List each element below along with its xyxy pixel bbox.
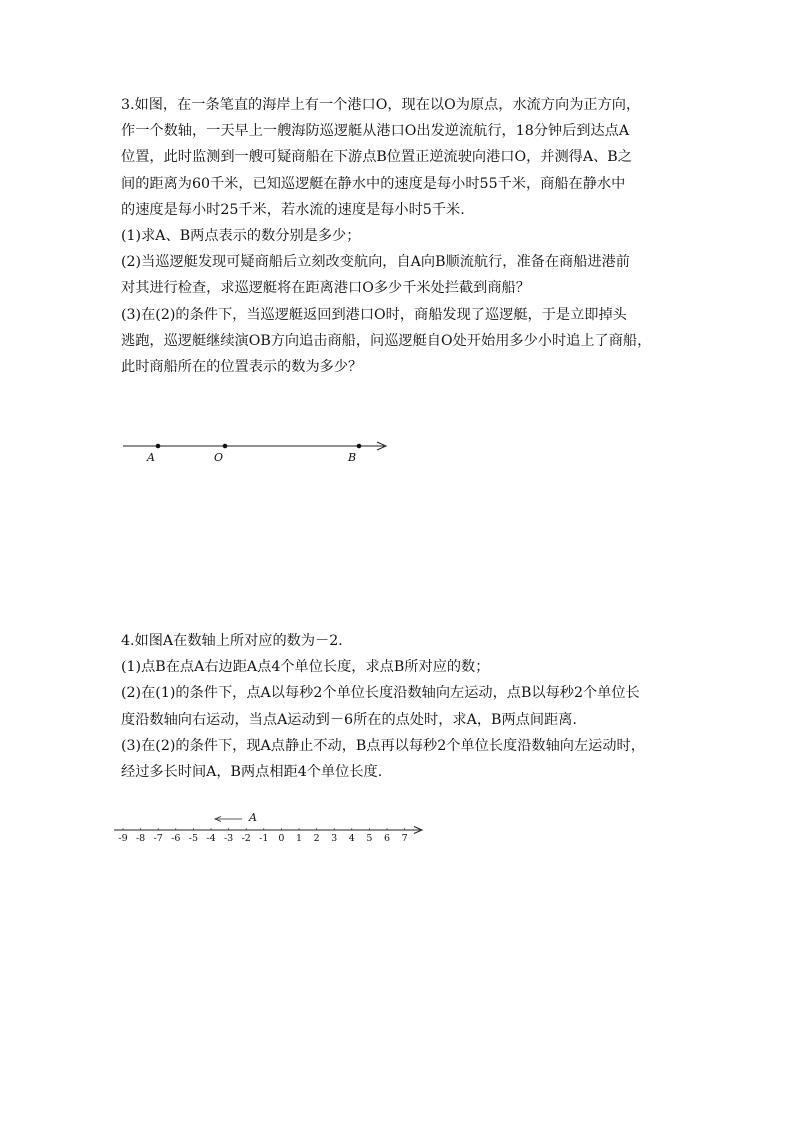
tick-label: 5 bbox=[366, 833, 373, 844]
problem-3-part-1: (1)求A、B两点表示的数分别是多少； bbox=[121, 228, 361, 245]
tick-label: -2 bbox=[241, 833, 251, 844]
tick-label: -4 bbox=[206, 833, 216, 844]
movement-arrow bbox=[215, 817, 242, 822]
problem-3-part-2-cont: 对其进行检查，求巡逻艇将在距离港口O多少千米处拦截到商船？ bbox=[121, 280, 530, 297]
point-a-label: A bbox=[147, 451, 155, 464]
problem-3-part-3-cont: 此时商船所在的位置表示的数为多少？ bbox=[121, 359, 363, 376]
problem-3-line: 作一个数轴，一天早上一艘海防巡逻艇从港口O出发逆流航行，18分钟后到达点A bbox=[121, 123, 630, 140]
tick-label: 7 bbox=[401, 833, 408, 844]
problem-4-line: 4.如图A在数轴上所对应的数为－2. bbox=[121, 633, 343, 649]
problem-4-part-2: (2)在(1)的条件下，点A以每秒2个单位长度沿数轴向左运动，点B以每秒2个单位长 bbox=[121, 685, 640, 702]
problem-3-part-3-cont: 逃跑，巡逻艇继续演OB方向追击商船，问巡逻艇自O处开始用多少小时追上了商船， bbox=[121, 332, 652, 349]
tick-label: 0 bbox=[278, 833, 285, 844]
tick-label: -6 bbox=[171, 833, 181, 844]
tick-label: -7 bbox=[153, 833, 163, 844]
problem-4-part-3: (3)在(2)的条件下，现A点静止不动，B点再以每秒2个单位长度沿数轴向左运动时， bbox=[121, 737, 645, 754]
tick-label: -3 bbox=[223, 833, 234, 844]
tick-label: -1 bbox=[259, 833, 269, 844]
problem-4 bbox=[121, 628, 681, 785]
tick-label: 6 bbox=[383, 833, 391, 844]
tick-label: 2 bbox=[313, 833, 320, 844]
point-b-dot bbox=[357, 444, 362, 449]
point-b-label: B bbox=[348, 451, 357, 464]
tick-label: -9 bbox=[118, 833, 128, 844]
problem-4-part-3-cont: 经过多长时间A，B两点相距4个单位长度. bbox=[121, 764, 383, 781]
problem-3-number-line bbox=[118, 436, 398, 466]
point-a-dot bbox=[156, 444, 161, 449]
problem-3 bbox=[121, 92, 681, 380]
tick-label: 4 bbox=[348, 833, 355, 844]
point-o-label: O bbox=[214, 451, 224, 464]
problem-4-part-1: (1)点B在点A右边距A点4个单位长度，求点B所对应的数； bbox=[121, 659, 490, 676]
problem-3-part-3: (3)在(2)的条件下，当巡逻艇返回到港口O时，商船发现了巡逻艇，于是立即掉头 bbox=[121, 306, 627, 323]
tick-label: -5 bbox=[188, 833, 199, 844]
tick-label: 3 bbox=[331, 833, 338, 844]
number-line-points bbox=[146, 444, 361, 464]
problem-3-part-2: (2)当巡逻艇发现可疑商船后立刻改变航向，自A向B顺流航行，准备在商船进港前 bbox=[121, 254, 630, 271]
tick-label: -8 bbox=[135, 833, 146, 844]
point-a-label: A bbox=[249, 811, 257, 824]
problem-3-line: 位置，此时监测到一艘可疑商船在下游点B位置正逆流驶向港口O，并测得A、B之 bbox=[121, 149, 632, 166]
problem-4-number-line bbox=[112, 808, 432, 850]
tick-label: 1 bbox=[295, 833, 303, 844]
problem-4-part-2-cont: 度沿数轴向右运动，当点A运动到－6所在的点处时，求A，B两点间距离. bbox=[121, 711, 577, 728]
problem-3-line: 间的距离为60千米，已知巡逻艇在静水中的速度是每小时55千米，商船在静水中 bbox=[121, 175, 626, 192]
problem-3-line: 的速度是每小时25千米，若水流的速度是每小时5千米. bbox=[121, 201, 465, 218]
point-o-dot bbox=[223, 444, 228, 449]
problem-3-line: 3.如图，在一条笔直的海岸上有一个港口O，现在以O为原点，水流方向为正方向， bbox=[121, 97, 641, 113]
